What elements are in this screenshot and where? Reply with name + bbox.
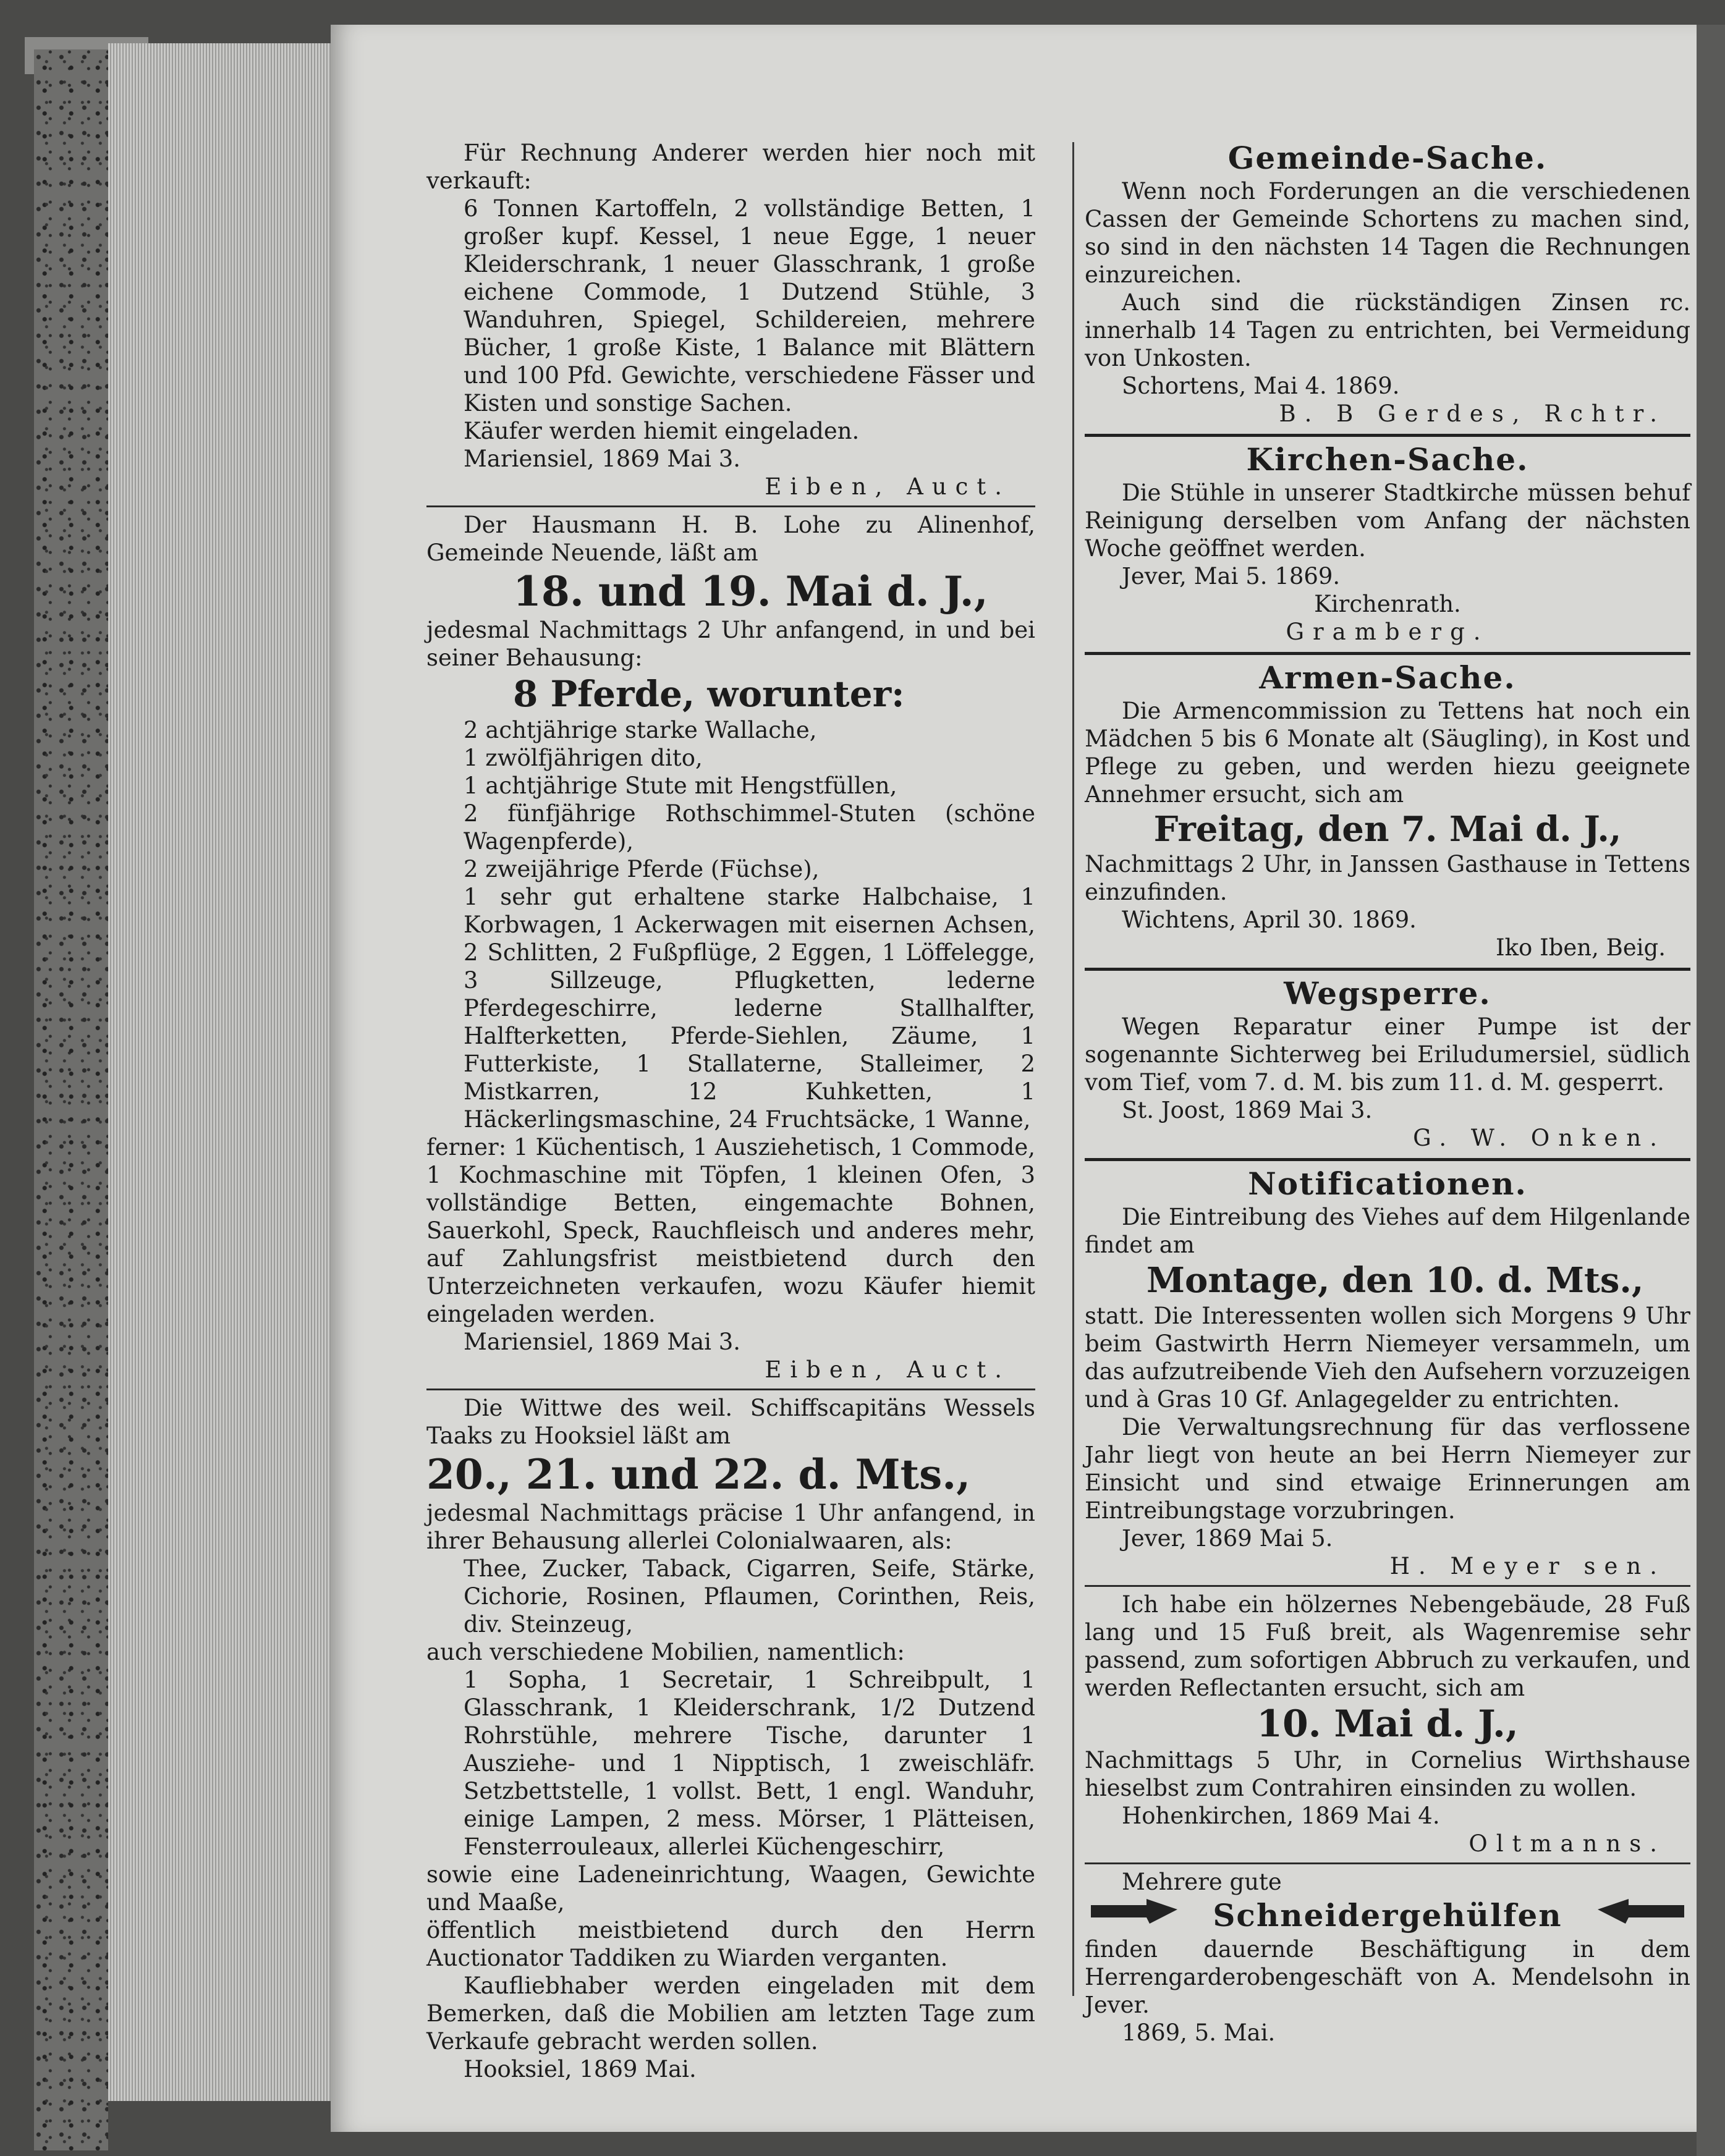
ad-lohe	[426, 511, 1035, 1384]
notice-signature: Oltmanns.	[1469, 1830, 1666, 1857]
ad-date-big: 20., 21. und 22. d. Mts.,	[426, 1450, 971, 1499]
separator	[1085, 1158, 1690, 1161]
book-cover	[34, 49, 108, 2150]
book-right-edge	[1697, 25, 1725, 2156]
schneider-headline-row	[1085, 1896, 1690, 1935]
notice-armen	[1085, 659, 1690, 962]
pointing-hand-right-icon	[1091, 1896, 1184, 1935]
notice-text: Auch sind die rückständigen Zinsen rc. innerhalb 14 Tagen zu entrichten, bei Vermeidung von Unkosten.	[1085, 289, 1690, 371]
separator	[426, 1389, 1035, 1390]
column-divider	[1072, 142, 1074, 1996]
pointing-hand-left-icon	[1591, 1896, 1684, 1935]
notice-text: Ich habe ein hölzernes Nebengebäude, 28 Fuß lang und 15 Fuß breit, als Wagenremise sehr passend, zum sofortigen Abbruch zu verkaufen, und werden Reflectanten ersucht, sich am	[1085, 1591, 1690, 1701]
notice-signature: Gramberg.	[1286, 619, 1490, 645]
ad-text: Käufer werden hiemit eingeladen.	[464, 418, 860, 444]
ad-item: 2 fünfjährige Rothschimmel-Stuten (schöne Wagenpferde),	[464, 800, 1035, 855]
ad-headline: 8 Pferde, worunter:	[513, 673, 905, 715]
notice-time: Nachmittags 5 Uhr, in Cornelius Wirthshause hieselbst zum Contrahiren einsinden zu wollen.	[1085, 1747, 1690, 1801]
notice-text: Wegen Reparatur einer Pumpe ist der sogenannte Sichterweg bei Eriludumersiel, südlich vom Tief, vom 7. d. M. bis zum 11. d. M. gesperrt.	[1085, 1013, 1690, 1096]
notice-intro: Mehrere gute	[1122, 1869, 1282, 1895]
separator	[1085, 434, 1690, 437]
ad-goods: Thee, Zucker, Taback, Cigarren, Seife, Stärke, Cichorie, Rosinen, Pflaumen, Corinthen, Reis, div. Steinzeug,	[464, 1555, 1035, 1638]
page-edges	[108, 43, 331, 2101]
notice-signature: H. Meyer sen.	[1389, 1553, 1666, 1579]
ad-item: 1 zwölfjährigen dito,	[464, 745, 703, 771]
notice-schneider	[1085, 1868, 1690, 2047]
section-heading: Wegsperre.	[1284, 975, 1491, 1012]
ad-time: jedesmal Nachmittags 2 Uhr anfangend, in und bei seiner Behausung:	[426, 617, 1035, 671]
ad-signature: Eiben, Auct.	[765, 473, 1011, 500]
notice-date-big: Montage, den 10. d. Mts.,	[1146, 1260, 1644, 1301]
notice-date: Jever, 1869 Mai 5.	[1122, 1525, 1333, 1552]
ad-text: sowie eine Ladeneinrichtung, Waagen, Gewichte und Maaße,	[426, 1861, 1035, 1916]
ad-time: jedesmal Nachmittags präcise 1 Uhr anfangend, in ihrer Behausung allerlei Colonialwaaren, als:	[426, 1500, 1035, 1554]
ad-item: 2 zweijährige Pferde (Füchse),	[464, 856, 820, 882]
separator	[426, 505, 1035, 507]
notice-date: Schortens, Mai 4. 1869.	[1122, 373, 1400, 399]
notice-text: Die Armencommission zu Tettens hat noch ein Mädchen 5 bis 6 Monate alt (Säugling), in Kost und Pflege zu geben, und werden hiezu geeignete Annehmer ersucht, sich am	[1085, 698, 1690, 808]
notice-date-big: 10. Mai d. J.,	[1257, 1702, 1519, 1746]
notice-org: Kirchenrath.	[1314, 591, 1461, 617]
ad-date-big: 18. und 19. Mai d. J.,	[513, 567, 988, 615]
notice-text: Die Stühle in unserer Stadtkirche müssen behuf Reinigung derselben vom Anfang der nächsten Woche geöffnet werden.	[1085, 480, 1690, 562]
notice-date: St. Joost, 1869 Mai 3.	[1122, 1097, 1373, 1123]
ad-intro: Die Wittwe des weil. Schiffscapitäns Wessels Taaks zu Hooksiel läßt am	[426, 1395, 1035, 1449]
section-heading: Gemeinde-Sache.	[1227, 140, 1548, 176]
separator	[1085, 968, 1690, 971]
left-column	[426, 139, 1035, 2083]
notice-date: Jever, Mai 5. 1869.	[1122, 563, 1341, 590]
section-heading: Kirchen-Sache.	[1246, 441, 1529, 478]
notice-time: Nachmittags 2 Uhr, in Janssen Gasthause in Tettens einzufinden.	[1085, 851, 1690, 905]
notice-text: Wenn noch Forderungen an die verschiedenen Cassen der Gemeinde Schortens zu machen sind, so sind in den nächsten 14 Tagen die Rechnungen einzureichen.	[1085, 178, 1690, 288]
ad-item: 1 sehr gut erhaltene starke Halbchaise, 1 Korbwagen, 1 Ackerwagen mit eisernen Achsen, 2 Schlitten, 2 Fußpflüge, 2 Eggen, 1 Löffelegge, 3 Sillzeuge, Pflugketten, lederne Pferdegeschirre, lederne Stallhalfter, Halfterketten, Pferde-Siehlen, Zäume, 1 Futterkiste, 1 Stallaterne, Stalleimer, 2 Mistkarren, 12 Kuhketten, 1 Häckerlingsmaschine, 24 Fruchtsäcke, 1 Wanne,	[464, 884, 1035, 1133]
notice-date-big: Freitag, den 7. Mai d. J.,	[1153, 809, 1622, 850]
separator	[1085, 1862, 1690, 1864]
separator	[1085, 1585, 1690, 1587]
ad-text: öffentlich meistbietend durch den Herrn Auctionator Taddiken zu Wiarden verganten.	[426, 1917, 1035, 1971]
ad-date: Mariensiel, 1869 Mai 3.	[464, 446, 741, 472]
notice-date: 1869, 5. Mai.	[1122, 2019, 1276, 2046]
notice-signature: B. B Gerdes, Rchtr.	[1279, 400, 1666, 427]
right-column	[1085, 139, 1690, 2047]
section-heading: Schneidergehülfen	[1213, 1897, 1562, 1934]
ad-text: ferner: 1 Küchentisch, 1 Ausziehetisch, 1 Commode, 1 Kochmaschine mit Töpfen, 1 kleinen Ofen, 3 vollständige Betten, eingemachte Bohnen, Sauerkohl, Speck, Rauchfleisch und anderes mehr, auf Zahlungsfrist meistbietend durch den Unterzeichneten verkaufen, wozu Käufer hiemit eingeladen werden.	[426, 1134, 1035, 1327]
section-heading: Armen-Sache.	[1259, 659, 1516, 696]
notice-text: finden dauernde Beschäftigung in dem Herrengarderobengeschäft von A. Mendelsohn in Jever.	[1085, 1936, 1690, 2018]
ad-date: Hooksiel, 1869 Mai.	[464, 2056, 697, 2082]
notice-text: statt. Die Interessenten wollen sich Morgens 9 Uhr beim Gastwirth Herrn Niemeyer versammeln, um das aufzutreibende Vieh den Aufsehern vorzuzeigen und à Gras 10 Gf. Anlagegelder zu entrichten.	[1085, 1303, 1690, 1413]
ad-text: Für Rechnung Anderer werden hier noch mit verkauft:	[426, 140, 1035, 194]
ad-mobilien: 1 Sopha, 1 Secretair, 1 Schreibpult, 1 Glasschrank, 1 Kleiderschrank, 1/2 Dutzend Rohrstühle, mehrere Tische, darunter 1 Ausziehe- und 1 Nipptisch, 1 zweischläfr. Setzbettstelle, 1 vollst. Bett, 1 engl. Wanduhr, einige Lampen, 2 mess. Mörser, 1 Plätteisen, Fensterrouleaux, allerlei Küchengeschirr,	[464, 1667, 1035, 1860]
ad-text: auch verschiedene Mobilien, namentlich:	[426, 1639, 905, 1665]
notice-notificationen	[1085, 1165, 1690, 1580]
notice-signature: G. W. Onken.	[1413, 1125, 1666, 1151]
notice-kirchen	[1085, 441, 1690, 646]
ad-item: 2 achtjährige starke Wallache,	[464, 717, 817, 743]
ad-item: 1 achtjährige Stute mit Hengstfüllen,	[464, 772, 897, 799]
ad-note: Kaufliebhaber werden eingeladen mit dem Bemerken, daß die Mobilien am letzten Tage zum Verkaufe gebracht werden sollen.	[426, 1972, 1035, 2055]
notice-text: Die Eintreibung des Viehes auf dem Hilgenlande findet am	[1085, 1204, 1690, 1258]
ad-intro: Der Hausmann H. B. Lohe zu Alinenhof, Gemeinde Neuende, läßt am	[426, 512, 1035, 566]
separator	[1085, 652, 1690, 655]
notice-date: Hohenkirchen, 1869 Mai 4.	[1122, 1803, 1440, 1829]
ad-text: 6 Tonnen Kartoffeln, 2 vollständige Betten, 1 großer kupf. Kessel, 1 neue Egge, 1 neuer Kleiderschrank, 1 neuer Glasschrank, 1 große eichene Commode, 1 Dutzend Stühle, 3 Wanduhren, Spiegel, Schildereien, mehrere Bücher, 1 große Kiste, 1 Balance mit Blättern und 100 Pfd. Gewichte, verschiedene Fässer und Kisten und sonstige Sachen.	[464, 195, 1035, 416]
ad-taaks	[426, 1394, 1035, 2083]
notice-wegsperre	[1085, 974, 1690, 1152]
section-heading: Notificationen.	[1248, 1165, 1527, 1202]
ad-date: Mariensiel, 1869 Mai 3.	[464, 1329, 741, 1355]
notice-date: Wichtens, April 30. 1869.	[1122, 907, 1417, 933]
notice-nebengebaeude	[1085, 1591, 1690, 1858]
notice-gemeinde	[1085, 139, 1690, 428]
notice-text: Die Verwaltungsrechnung für das verflossene Jahr liegt von heute an bei Herrn Niemeyer zur Einsicht und sind etwaige Erinnerungen am Eintreibungstage vorzubringen.	[1085, 1414, 1690, 1524]
ad-mariensiel-1	[426, 139, 1035, 501]
ad-signature: Eiben, Auct.	[765, 1356, 1011, 1383]
notice-signature: Iko Iben, Beig.	[1496, 934, 1666, 961]
